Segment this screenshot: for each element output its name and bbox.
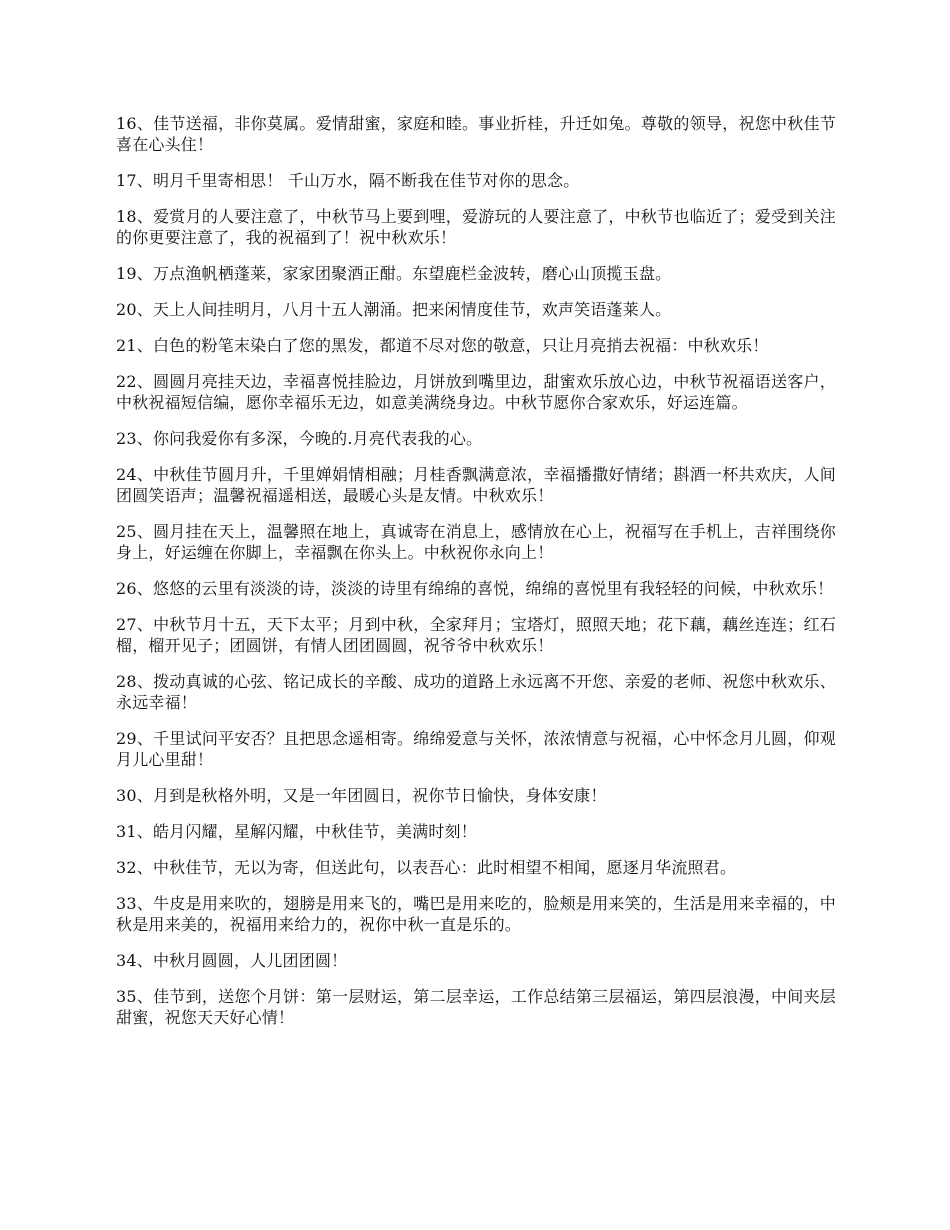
entry-20: 20、天上人间挂明月，八月十五人潮涌。把来闲情度佳节，欢声笑语蓬莱人。 bbox=[116, 300, 672, 319]
entry-23: 23、你问我爱你有多深，今晚的.月亮代表我的心。 bbox=[116, 429, 483, 448]
entry-17: 17、明月千里寄相思！ 千山万水，隔不断我在佳节对你的思念。 bbox=[116, 171, 580, 190]
entry-33: 33、牛皮是用来吹的，翅膀是用来飞的，嘴巴是用来吃的，脸颊是用来笑的，生活是用来幸福的，中秋是用来美的，祝福用来给力的，祝你中秋一直是乐的。 bbox=[116, 894, 836, 934]
entry-16: 16、佳节送福，非你莫属。爱情甜蜜，家庭和睦。事业折桂，升迁如兔。尊敬的领导，祝您中秋佳节喜在心头住！ bbox=[116, 114, 836, 154]
document-body bbox=[116, 113, 836, 1043]
entry-22: 22、圆圆月亮挂天边，幸福喜悦挂脸边，月饼放到嘴里边，甜蜜欢乐放心边，中秋节祝福语送客户，中秋祝福短信编，愿你幸福乐无边，如意美满绕身边。中秋节愿你合家欢乐，好运连篇。 bbox=[116, 372, 836, 412]
entry-27: 27、中秋节月十五，天下太平；月到中秋，全家拜月；宝塔灯，照照天地；花下藕，藕丝连连；红石榴，榴开见子；团圆饼，有情人团团圆圆，祝爷爷中秋欢乐！ bbox=[116, 615, 836, 655]
entry-35: 35、佳节到，送您个月饼：第一层财运，第二层幸运，工作总结第三层福运，第四层浪漫，中间夹层甜蜜，祝您天天好心情！ bbox=[116, 987, 836, 1027]
entry-32: 32、中秋佳节，无以为寄，但送此句，以表吾心：此时相望不相闻，愿逐月华流照君。 bbox=[116, 858, 737, 877]
entry-26: 26、悠悠的云里有淡淡的诗，淡淡的诗里有绵绵的喜悦，绵绵的喜悦里有我轻轻的问候，中秋欢乐！ bbox=[116, 579, 834, 598]
entry-25: 25、圆月挂在天上，温馨照在地上，真诚寄在消息上，感情放在心上，祝福写在手机上，吉祥围绕你身上，好运缠在你脚上，幸福飘在你头上。中秋祝你永向上！ bbox=[116, 522, 836, 562]
entry-24: 24、中秋佳节圆月升，千里婵娟情相融；月桂香飘满意浓，幸福播撒好情绪；斟酒一杯共欢庆，人间团圆笑语声；温馨祝福遥相送，最暖心头是友情。中秋欢乐！ bbox=[116, 465, 836, 505]
entry-30: 30、月到是秋格外明，又是一年团圆日，祝你节日愉快，身体安康！ bbox=[116, 786, 607, 805]
entry-31: 31、皓月闪耀，星解闪耀，中秋佳节，美满时刻！ bbox=[116, 822, 477, 841]
entry-19: 19、万点渔帆栖蓬莱，家家团聚酒正酣。东望鹿栏金波转，磨心山顶揽玉盘。 bbox=[116, 264, 672, 283]
entry-28: 28、拨动真诚的心弦、铭记成长的辛酸、成功的道路上永远离不开您、亲爱的老师、祝您中秋欢乐、永远幸福！ bbox=[116, 672, 836, 712]
entry-34: 34、中秋月圆圆，人儿团团圆！ bbox=[116, 951, 348, 970]
entry-29: 29、千里试问平安否？且把思念遥相寄。绵绵爱意与关怀，浓浓情意与祝福，心中怀念月儿圆，仰观月儿心里甜！ bbox=[116, 729, 836, 769]
entry-18: 18、爱赏月的人要注意了，中秋节马上要到哩，爱游玩的人要注意了，中秋节也临近了；爱受到关注的你更要注意了，我的祝福到了！祝中秋欢乐！ bbox=[116, 207, 836, 247]
entry-21: 21、白色的粉笔末染白了您的黑发，都道不尽对您的敬意，只让月亮捎去祝福：中秋欢乐！ bbox=[116, 336, 769, 355]
